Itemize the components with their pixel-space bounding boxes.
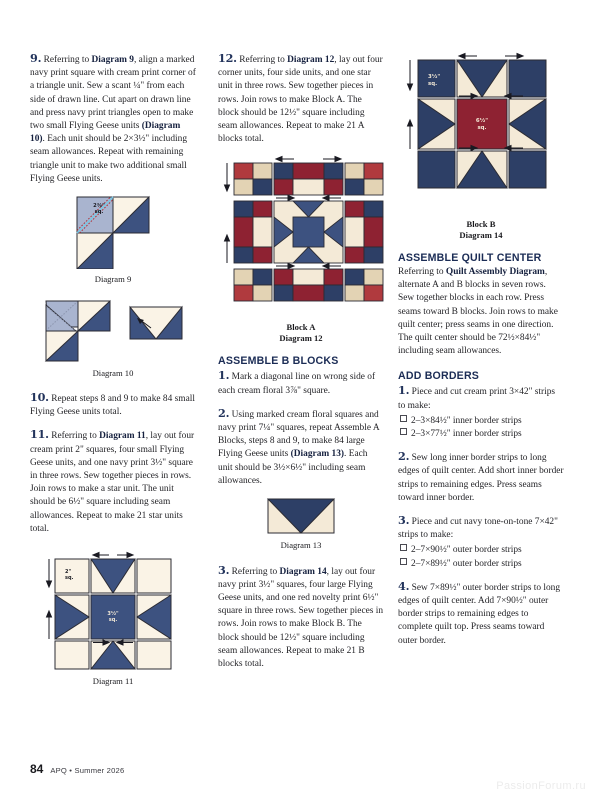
diagram-10-cut-unit [46,301,110,361]
step-9-text-b: , align a marked navy print square with cream print corner of a triangle unit. Sew a scant ¼" from each side of drawn line. Cut apart on drawn line and press navy print triangles open to make two small Flying Geese units [30,55,196,132]
diagram-10-svg [34,297,192,363]
diagram-14-center-label-2: sq. [477,125,487,131]
step-10-paragraph [30,391,196,419]
diagram-9-figure [57,195,169,269]
diagram-14-figure [398,52,564,214]
step-9-ref-diagram-10: (Diagram 10) [30,121,181,145]
b-step-3-paragraph [218,564,384,672]
b-step-3-text-a: Referring to [231,566,280,577]
b-step-2-text-b: . Each unit should be 3½×6½" including seam allowances. [218,449,368,486]
block-a-side-unit-bottom [274,269,343,301]
diagram-10-figure [34,297,192,363]
diagram-14-svg [398,52,564,214]
border-step-3-bullet-2 [398,558,564,571]
b-step-2-paragraph [218,407,384,488]
diagram-9-marked-square [77,197,113,233]
step-10-number: 10. [30,390,49,405]
diagram-11-row-middle [55,595,171,639]
border-step-3-bullet-1-text: 2–7×90½" outer border strips [411,545,522,556]
border-step-4-number: 4. [398,578,410,593]
border-step-3-paragraph [398,514,564,542]
step-12-text-b: , lay out four corner units, four side units, and one star unit in three rows. Sew together pieces in rows. Join rows to make Block A. The block should be 12½" square including seam allowances. Repeat to make 21 A blocks total. [218,55,383,145]
step-9-paragraph [30,52,196,186]
border-step-4-paragraph [398,580,564,648]
border-step-1-text: Piece and cut cream print 3×42" strips to make: [398,387,556,411]
step-12-number: 12. [218,51,237,65]
assemble-center-paragraph [398,266,564,358]
checkbox-icon [400,558,407,565]
diagram-11-center-label-2: sq. [108,617,118,624]
diagram-14-corner-label-2: sq. [428,81,438,87]
border-step-3-bullet-2-text: 2–7×89½" outer border strips [411,558,522,569]
diagram-11-figure [33,545,193,671]
b-step-2-ref-diagram-13: (Diagram 13) [290,449,345,460]
diagram-11-svg [33,545,193,671]
page-number: 84 [30,762,44,776]
step-11-text-b: , lay out four cream print 2" squares, four small Flying Geese units, and one navy print 3½" square in three rows. Sew together pieces in rows. Join rows to make a star unit. The unit should be 6½" square including seam allowances. Repeat to make 21 star units total. [30,431,195,534]
diagram-11-corner-label-2: sq. [65,575,74,582]
border-step-1-bullet-1 [398,415,564,428]
border-step-2-text: Sew long inner border strips to long edges of quilt center. Add short inner border strips to remaining edges. Press seams toward inner border. [398,453,564,503]
border-step-3-bullet-1 [398,544,564,557]
diagram-11-center-label-1: 3½" [107,611,119,618]
block-b-row-bottom [418,151,546,188]
step-10-text: Repeat steps 8 and 9 to make 84 small Flying Geese units total. [30,394,195,418]
step-11-ref-diagram-11: Diagram 11 [99,431,146,442]
column-left [30,52,196,687]
diagram-14-number-label: Diagram 14 [459,229,503,240]
step-9-ref-diagram-9: Diagram 9 [91,55,134,65]
border-step-1-bullet-2 [398,428,564,441]
b-step-3-text-b: , lay out four navy print 3½" squares, four large Flying Geese units, and one red novelty print 6½" square in three rows. Sew together pieces in rows. Join rows to make Block B. The block should be 12½" square including seam allowances. Repeat to make 21 B blocks total. [218,566,384,669]
b-step-2-number: 2. [218,405,230,420]
issue-meta: APQ • Summer 2026 [50,766,125,775]
diagram-13-figure [266,497,336,535]
step-11-paragraph [30,428,196,536]
block-a-corner-unit-bl [234,269,272,301]
b-step-2-text-a: Using marked cream floral squares and navy print 7¼" squares, repeat Assemble A Blocks, steps 8 and 9, to make 84 large Flying Geese units [218,409,380,460]
diagram-12-svg [218,155,384,317]
watermark: PassionForum.ru [496,780,586,792]
block-a-side-unit-top [274,163,343,195]
step-12-text-a: Referring to [239,55,288,65]
diagram-11-row-bottom [55,641,171,669]
border-step-3-number: 3. [398,513,410,528]
diagram-12-figure [218,155,384,317]
page-footer [30,762,124,776]
step-12-paragraph [218,52,384,146]
b-step-3-number: 3. [218,562,230,577]
assemble-center-text-a: Referring to [398,267,446,277]
block-a-side-unit-right [345,201,383,263]
diagram-14-corner-label-1: 3½" [428,74,441,80]
b-step-1-text: Mark a diagonal line on wrong side of each cream floral 3⅞" square. [218,372,376,396]
diagram-11-corner-label-1: 2" [65,569,72,576]
diagram-14-block-label: Block B [466,219,496,229]
block-a-side-unit-left [234,201,272,263]
border-step-1-bullet-2-text: 2–3×77½" inner border strips [411,429,522,440]
diagram-14-caption [398,219,564,240]
heading-assemble-b-blocks: ASSEMBLE B BLOCKS [218,355,339,368]
block-b-row-middle [418,99,546,149]
assemble-center-text-b: , alternate A and B blocks in seven rows. Sew together blocks in each row. Press seams toward B blocks. Join rows to make quilt center; press seams in one direction. The quilt center should be 72½×84½" including seam allowances. [398,267,558,357]
checkbox-icon [400,415,407,422]
diagram-9-right-unit [113,197,149,233]
diagram-9-label-line2: sq. [94,209,104,216]
column-middle [218,52,384,680]
b-step-3-ref-diagram-14: Diagram 14 [279,566,327,577]
block-a-star-unit [274,201,343,263]
diagram-12-block-label: Block A [286,322,316,333]
diagram-9-label-line1: 2⅜" [93,203,105,210]
checkbox-icon [400,428,407,435]
diagram-11-caption: Diagram 11 [92,676,134,687]
diagram-10-caption: Diagram 10 [92,367,134,378]
heading-assemble-quilt-center: ASSEMBLE QUILT CENTER [398,252,542,264]
diagram-10-pressed-geese-unit [130,307,182,339]
checkbox-icon [400,544,407,551]
block-a-corner-unit-br [345,269,383,301]
border-step-3-text: Piece and cut navy tone-on-tone 7×42" strips to make: [398,517,558,541]
border-step-1-number: 1. [398,383,410,398]
border-step-4-text: Sew 7×89½" outer border strips to long edges of quilt center. Add 7×90½" outer border strips to remaining edges to complete quilt top. Press seams toward outer border. [398,582,561,646]
step-9-text-a: Referring to [43,55,92,65]
border-step-2-paragraph [398,450,564,505]
diagram-11-row-top [55,559,171,593]
b-step-1-number: 1. [218,368,230,383]
diagram-13-caption: Diagram 13 [280,540,322,551]
diagram-12-number-label: Diagram 12 [279,332,323,343]
diagram-13-svg [266,497,336,535]
block-a-corner-unit-tr [345,163,383,195]
diagram-9-caption: Diagram 9 [94,274,132,285]
border-step-1-paragraph [398,384,564,412]
heading-add-borders: ADD BORDERS [398,370,480,383]
block-a-corner-unit-tl [234,163,272,195]
step-12-ref-diagram-12: Diagram 12 [287,55,335,65]
step-9-number: 9. [30,51,42,65]
diagram-9-svg [57,195,169,269]
diagram-9-lower-unit [77,233,113,269]
step-11-text-a: Referring to [51,431,100,442]
border-step-2-number: 2. [398,449,410,464]
step-11-number: 11. [30,427,49,442]
assemble-center-ref-quilt-assembly-diagram: Quilt Assembly Diagram [445,267,545,277]
b-step-1-paragraph [218,369,384,397]
step-9-text-c: . Each unit should be 2×3½" including seam allowances. Repeat with remaining triangle unit to make two additional small Flying Geese units. [30,134,188,184]
column-right [398,52,564,657]
border-step-1-bullet-1-text: 2–3×84½" inner border strips [411,415,522,426]
diagram-12-caption [218,322,384,343]
diagram-14-center-label-1: 6½" [475,118,489,124]
